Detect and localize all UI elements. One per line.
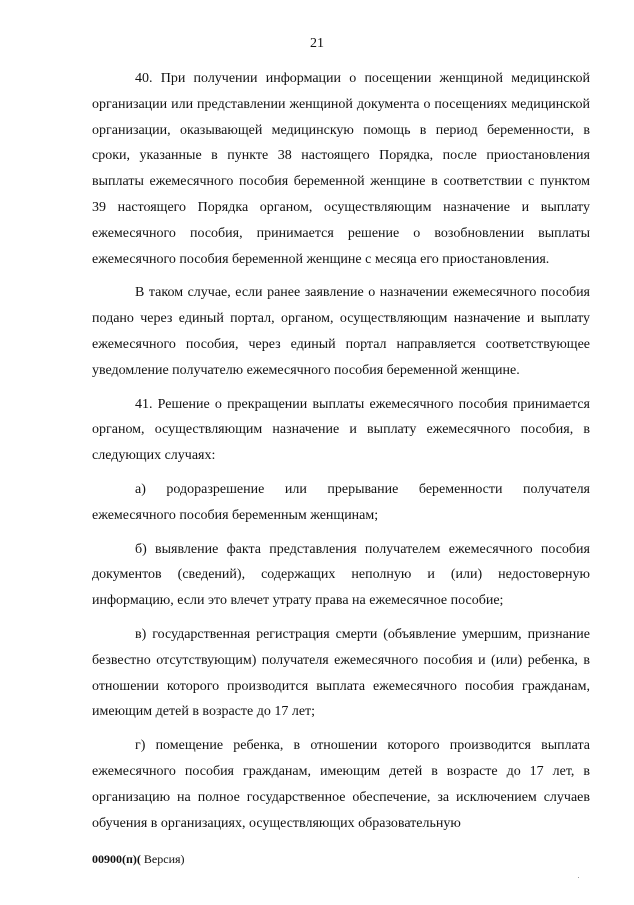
page-number: 21 [310,36,324,51]
list-item-v: в) государственная регистрация смерти (объявление умершим, признание безвестно отсутствующим) получателя ежемесячного пособия и (или) ребенка, в отношении которого производится выплата ежемесячного пособия гражданам, имеющим детей в возрасте до 17 лет; [92,626,590,720]
list-item-g: г) помещение ребенка, в отношении которого производится выплата ежемесячного пособия гражданам, имеющим детей в возрасте до 17 лет, в организацию на полное государственное обеспечение, за исключением случаев обучения в организациях, осуществляющих образовательную [92,738,590,831]
list-item-b: б) выявление факта представления получателем ежемесячного пособия документов (сведений), содержащих неполную и (или) недостоверную информацию, если это влечет утрату права на ежемесячное пособие; [92,541,590,609]
scan-speck [578,877,579,878]
paragraph-portal-notice: В таком случае, если ранее заявление о назначении ежемесячного пособия подано через единый портал, органом, осуществляющим назначение и выплату ежемесячного пособия, через единый портал направляется соответствующее уведомление получателю ежемесячного пособия беременной женщине. [92,285,590,378]
paragraph-40: 40. При получении информации о посещении женщиной медицинской организации или представлении женщиной документа о посещениях медицинской организации, оказывающей медицинскую помощь в период беременности, в сроки, указанные в пункте 38 настоящего Порядка, после приостановления выплаты ежемесячного пособия беременной женщине в соответствии с пунктом 39 настоящего Порядка органом, осуществляющим назначение и выплату ежемесячного пособия, принимается решение о возобновлении выплаты ежемесячного пособия беременной женщине с месяца его приостановления. [92,71,590,267]
document-body [92,66,590,844]
document-version: Версия) [140,852,185,866]
paragraph-41: 41. Решение о прекращении выплаты ежемесячного пособия принимается органом, осуществляющим назначение и выплату ежемесячного пособия, в следующих случаях: [92,396,590,464]
document-code-footer [92,852,185,867]
list-item-a: а) родоразрешение или прерывание беременности получателя ежемесячного пособия беременным женщинам; [92,481,590,523]
document-code: 00900(п)( [92,852,141,866]
